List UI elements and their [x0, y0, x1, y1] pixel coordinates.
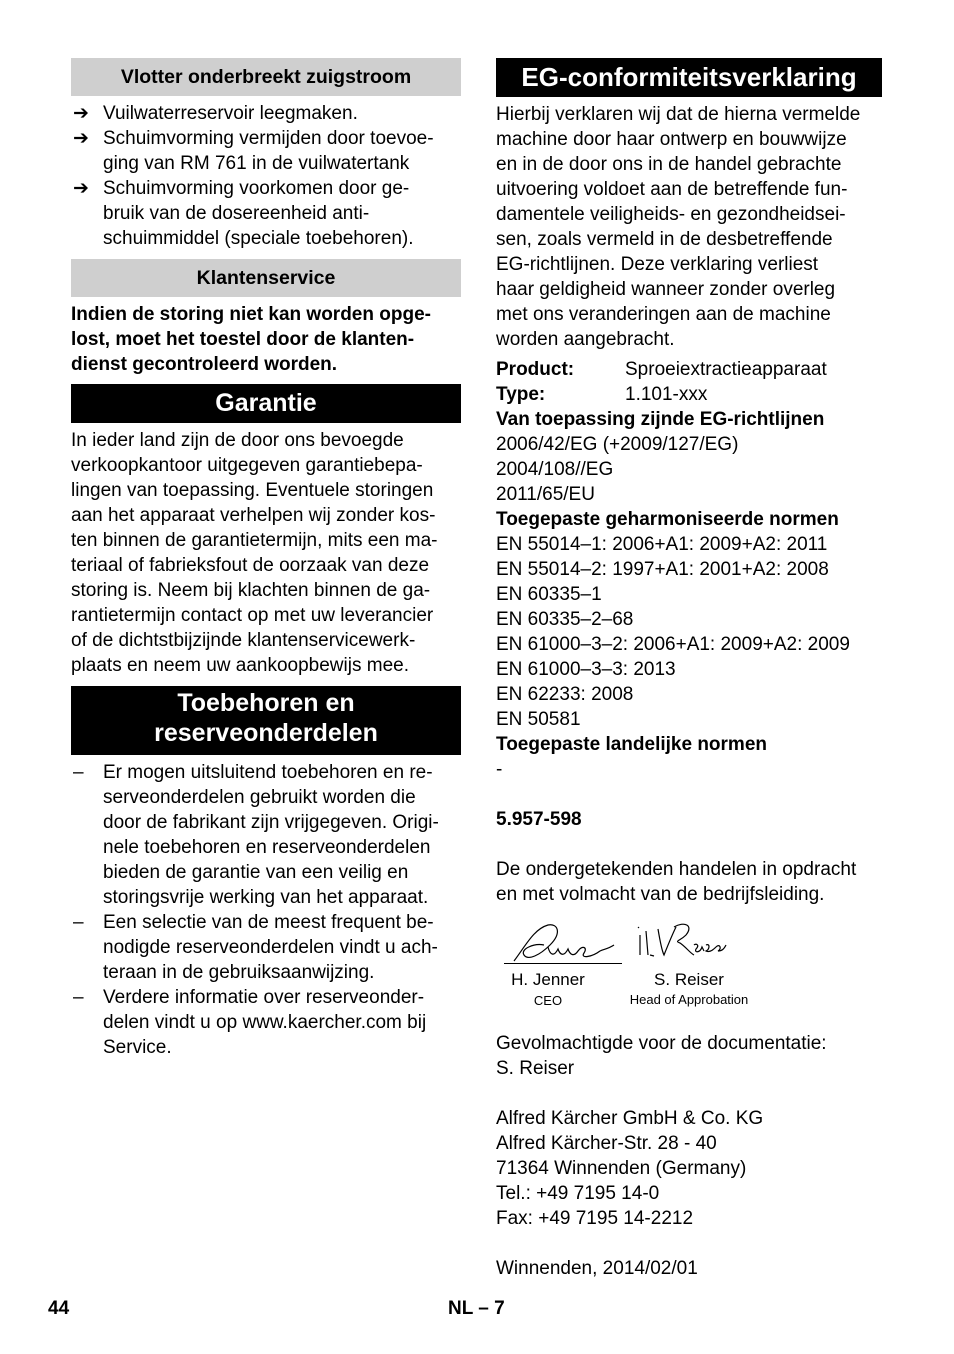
- company-address: Alfred Kärcher GmbH & Co. KG Alfred Kärcher-Str. 28 - 40 71364 Winnenden (Germany) Tel.: +49 7195 14-0 Fax: +49 7195 14-2212: [496, 1108, 764, 1229]
- signature-line: [504, 963, 622, 964]
- right-column: [496, 58, 882, 1281]
- arrow-right-icon: ➔: [73, 128, 89, 149]
- garantie-heading: Garantie: [71, 384, 461, 423]
- signers-intro: De ondergetekenden handelen in opdracht en met volmacht van de bedrijfsleiding.: [496, 859, 857, 905]
- signer2-role: Head of Approbation: [629, 992, 749, 1007]
- page-number: 44: [48, 1298, 70, 1319]
- signature-block: [496, 907, 882, 1007]
- left-column: [71, 58, 461, 1060]
- richtlijnen-heading: Van toepassing zijnde EG-richtlijnen: [496, 409, 825, 430]
- list-item: ➔ Vuilwaterreservoir leegmaken.: [73, 103, 358, 124]
- list-item: ➔ Schuimvorming voorkomen door ge- bruik van de dosereenheid anti- schuimmiddel (speciale toebehoren).: [73, 178, 414, 249]
- list-item: – Er mogen uitsluitend toebehoren en re- serveonderdelen gebruikt worden die door de fabrikant zijn vrijgegeven. Origi- nele toebehoren en reserveonderdelen bieden de garantie van een veilig en storingsvrije werking van het apparaat.: [73, 762, 439, 908]
- signer2-name: S. Reiser: [654, 970, 724, 989]
- product-row: Product: Sproeiextractieapparaat: [496, 359, 827, 380]
- dash-marker: –: [73, 912, 84, 933]
- list-item: ➔ Schuimvorming vermijden door toevoe- ging van RM 761 in de vuilwatertank: [73, 128, 434, 174]
- richtlijnen-list: 2006/42/EG (+2009/127/EG) 2004/108//EG 2011/65/EU: [496, 434, 739, 505]
- dash-marker: –: [73, 987, 84, 1008]
- list-item: – Een selectie van de meest frequent be- nodigde reserveonderdelen vindt u ach- teraan in de gebruiksaanwijzing.: [73, 912, 438, 983]
- arrow-right-icon: ➔: [73, 178, 89, 199]
- eg-heading: EG-conformiteitsverklaring: [496, 58, 882, 97]
- list-item: – Verdere informatie over reserveonder- delen vindt u op www.kaercher.com bij Service.: [73, 987, 427, 1058]
- normen-list: EN 55014–1: 2006+A1: 2009+A2: 2011 EN 55014–2: 1997+A1: 2001+A2: 2008 EN 60335–1 EN 60335–2–68 EN 61000–3–2: 2006+A1: 2009+A2: 2009 EN 61000–3–3: 2013 EN 62233: 2008 EN 50581: [496, 534, 850, 730]
- garantie-text: In ieder land zijn de door ons bevoegde verkoopkantoor uitgegeven garantiebepa- lingen van toepassing. Eventuele storingen aan het apparaat verhelpen wij zonder kos- ten binnen de garantietermijn, mits een ma- teriaal of fabrieksfout de oorzaak van deze storing is. Neem bij klachten binnen de ga- rantietermijn contact op met uw leverancier of de dichtstbijzijnde klantenservicewerk- plaats en neem uw aankoopbewijs mee.: [71, 430, 438, 676]
- signature-reiser: [634, 915, 730, 973]
- klantenservice-heading: Klantenservice: [71, 259, 461, 297]
- type-row: Type: 1.101-xxx: [496, 384, 708, 405]
- eg-intro: Hierbij verklaren wij dat de hierna vermelde machine door haar ontwerp en bouwwijze en in de door ons in de handel gebrachte uitvoering voldoet aan de betreffende fun- damentele veiligheids- en gezondheidsei- sen, zoals vermeld in de desbetreffende EG-richtlijnen. Deze verklaring verliest haar geldigheid wanneer zonder overleg met ons veranderingen aan de machine worden aangebracht.: [496, 104, 861, 350]
- landelijk-heading: Toegepaste landelijke normen: [496, 734, 768, 755]
- documentation-contact: Gevolmachtigde voor de documentatie: S. Reiser: [496, 1033, 827, 1079]
- dash-marker: –: [73, 762, 84, 783]
- signer1-name: H. Jenner: [511, 970, 585, 989]
- vlotter-list: [71, 101, 461, 251]
- normen-heading: Toegepaste geharmoniseerde normen: [496, 509, 839, 530]
- signature-jenner: [504, 915, 624, 973]
- document-number: 5.957-598: [496, 809, 582, 830]
- toebehoren-list: [71, 760, 461, 1060]
- arrow-right-icon: ➔: [73, 103, 89, 124]
- section-marker: NL – 7: [448, 1298, 505, 1319]
- vlotter-heading: Vlotter onderbreekt zuigstroom: [71, 58, 461, 96]
- klantenservice-text: Indien de storing niet kan worden opge- lost, moet het toestel door de klanten- dienst gecontroleerd worden.: [71, 304, 431, 375]
- landelijk-value: -: [496, 759, 503, 780]
- toebehoren-heading: Toebehoren en reserveonderdelen: [71, 686, 461, 755]
- signer1-role: CEO: [533, 993, 563, 1008]
- declaration-date: Winnenden, 2014/02/01: [496, 1258, 698, 1279]
